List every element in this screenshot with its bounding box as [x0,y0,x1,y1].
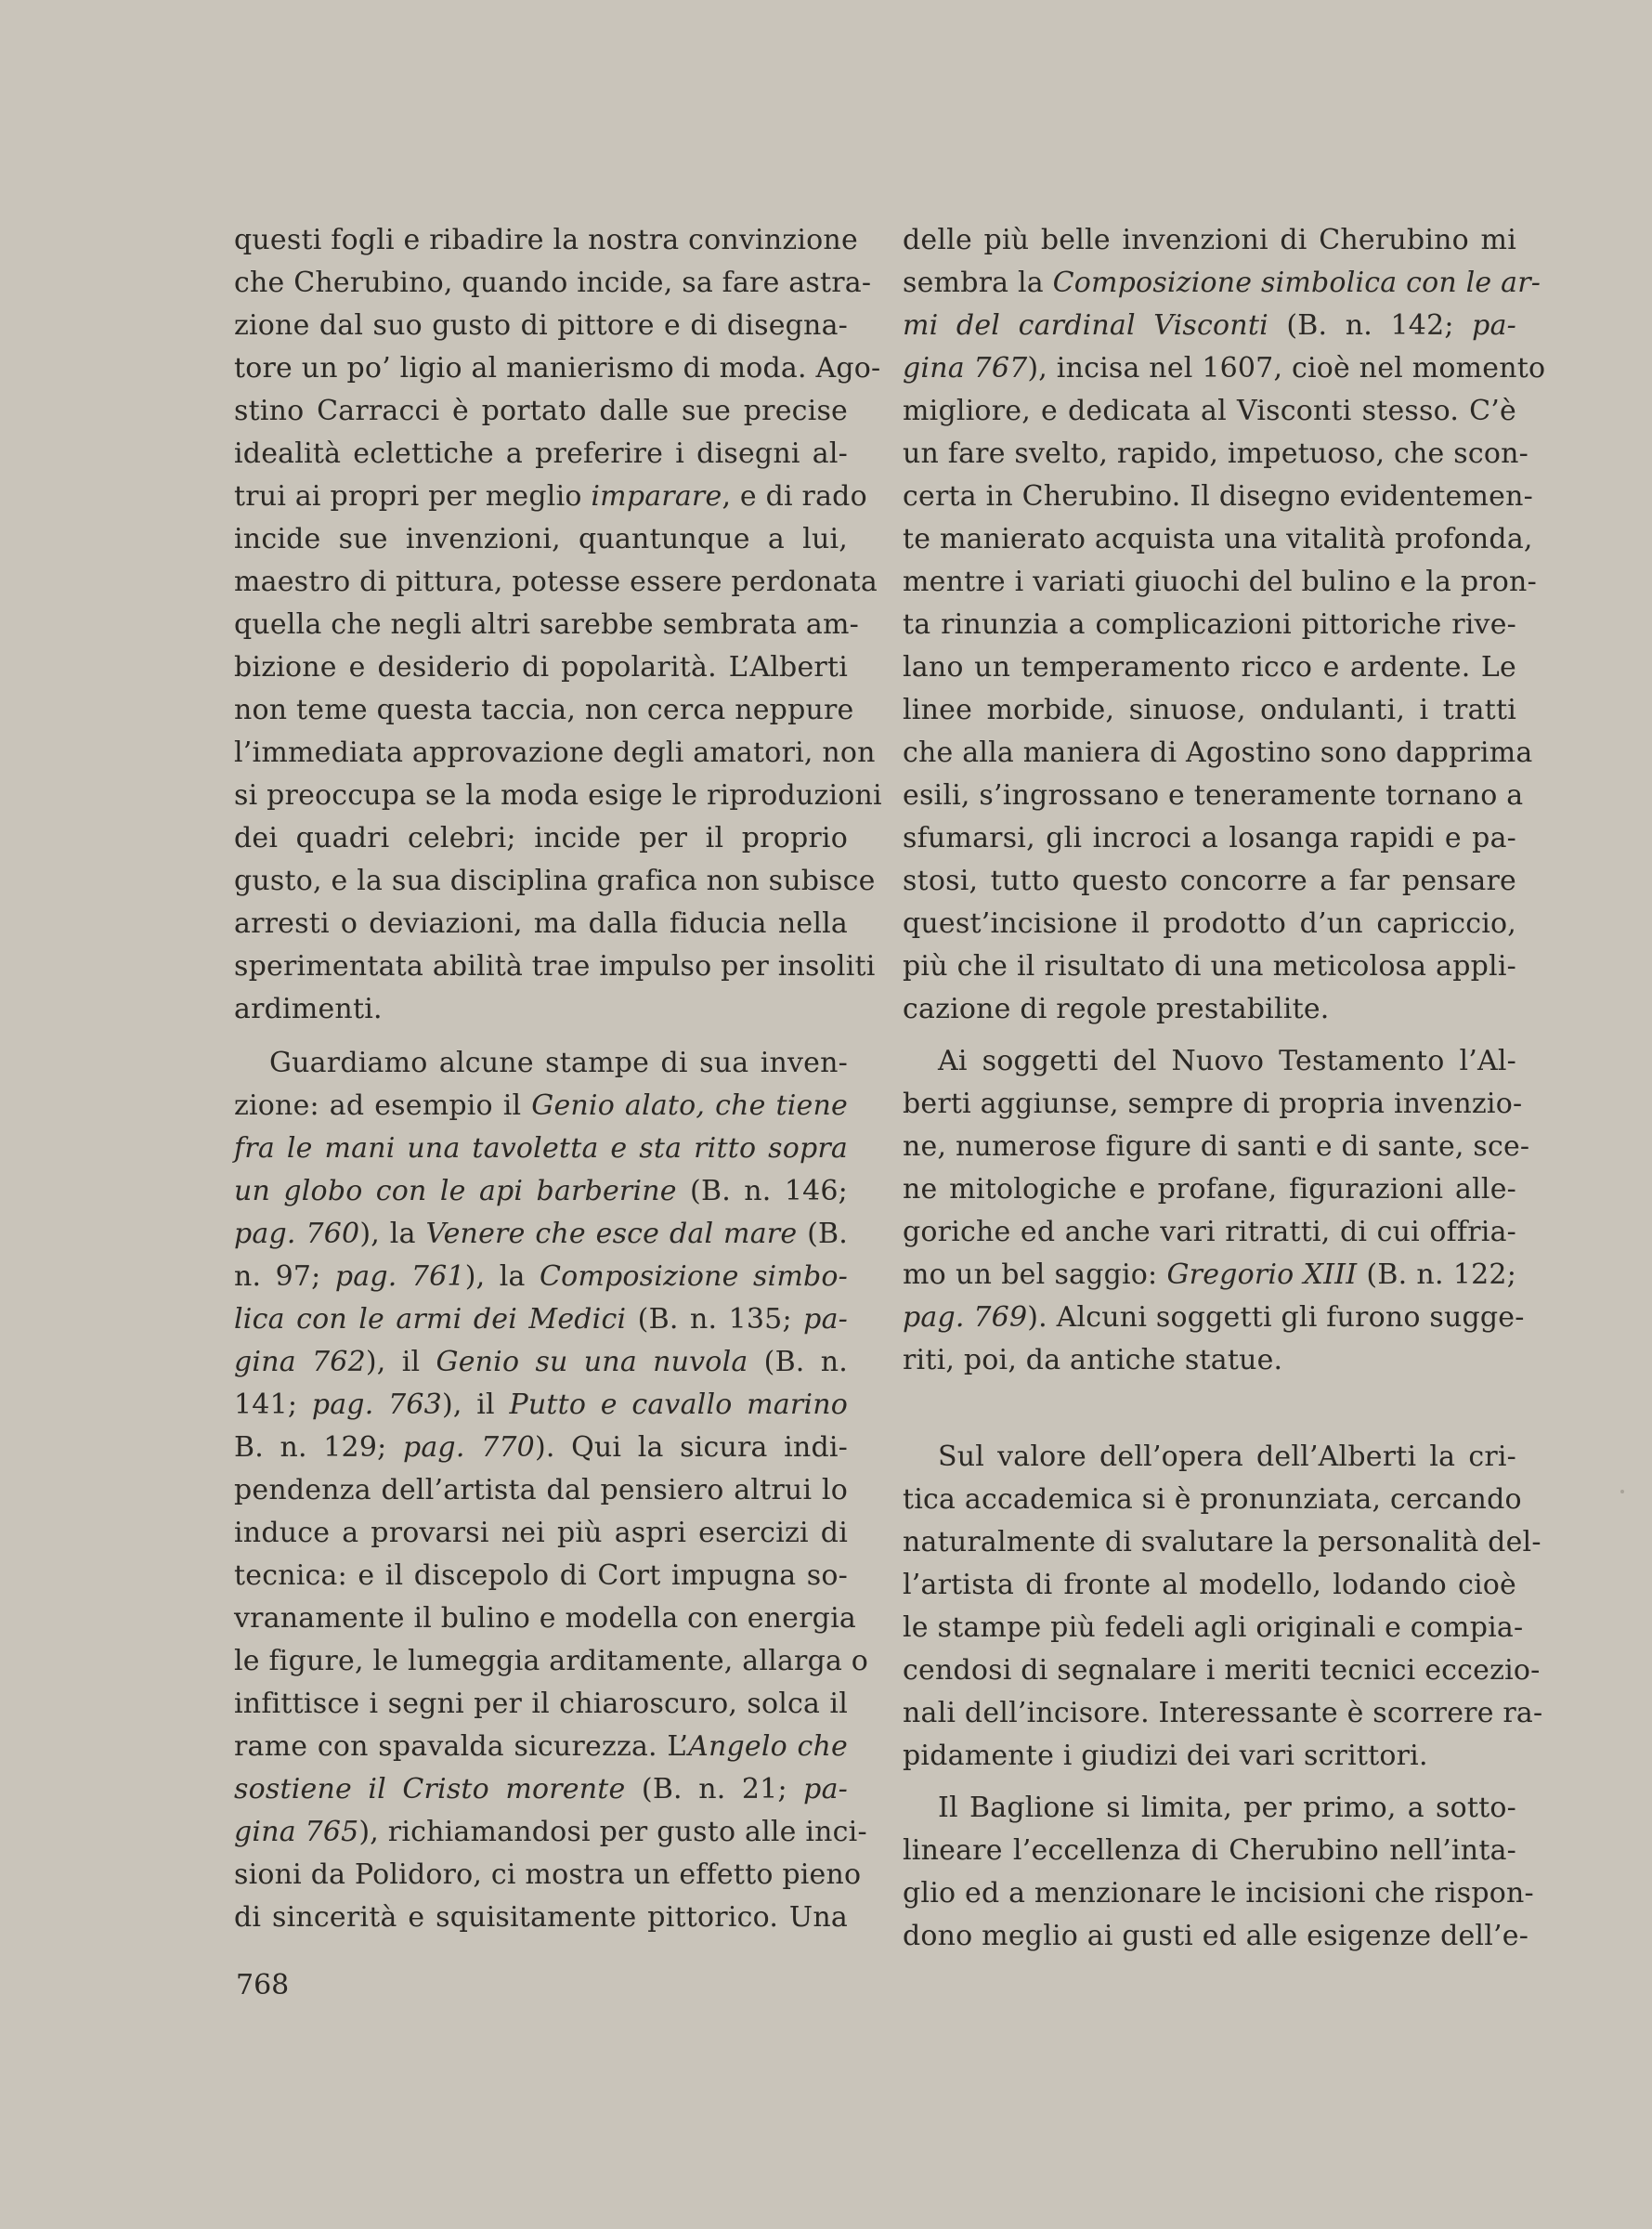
text-line [234,1726,848,1768]
text-line [903,219,1516,262]
text-run: zione: ad esempio il [234,1089,532,1122]
text-run: che alla maniera di Agostino sono dapprima [903,736,1533,769]
text-run: questi fogli e ribadire la nostra convinzione [234,224,858,256]
text-run: pendenza dell’artista dal pensiero altrui lo [234,1474,848,1506]
text-line [903,903,1516,945]
text-run: Il Baglione si limita, per primo, a sotto- [938,1792,1516,1824]
text-line [903,1564,1516,1607]
text-run: ), il [441,1388,510,1421]
text-run: mentre i variati giuochi del bulino e la pron- [903,566,1537,598]
text-run: le stampe più fedeli agli originali e compia- [903,1611,1524,1644]
text-line [903,262,1541,305]
text-line [903,1787,1516,1830]
text-line [234,1170,848,1213]
text-line [903,945,1516,988]
text-line [234,604,859,646]
text-line [903,1830,1516,1872]
italic-text: pag. 769 [903,1301,1028,1334]
text-line [234,1298,848,1341]
text-run: cendosi di segnalare i meriti tecnici eccezio- [903,1654,1541,1687]
text-line [234,262,872,305]
text-line [903,689,1516,732]
paper-speck [1620,1490,1624,1493]
italic-text: fra le mani una tavoletta e sta ritto sopra [234,1132,848,1165]
text-run: ). Qui la sicura indi- [534,1431,848,1464]
text-run: migliore, e dedicata al Visconti stesso. C’è [903,395,1516,427]
text-run: stino Carracci è portato dalle sue precise [234,395,848,427]
text-run: n. 97; [234,1260,335,1293]
text-line [903,1211,1516,1254]
text-run: gusto, e la sua disciplina grafica non subisce [234,865,876,897]
text-run: che Cherubino, quando incide, sa fare astra- [234,267,872,299]
text-line [903,604,1516,646]
italic-text: pag. 760 [234,1218,360,1250]
text-run: maestro di pittura, potesse essere perdonata [234,566,878,598]
text-line [903,1297,1525,1339]
text-run: induce a provarsi nei più aspri esercizi di [234,1517,848,1549]
text-line [903,1692,1543,1735]
text-line [234,1256,848,1298]
text-run: le figure, le lumeggia arditamente, allarga o [234,1645,869,1677]
text-run: sperimentata abilità trae impulso per insoliti [234,950,876,983]
italic-text: gina 762 [234,1346,366,1378]
text-run: ), richiamandosi per gusto alle inci- [358,1816,867,1848]
text-line [903,1607,1524,1649]
text-run: tica accademica si è pronunziata, cercando [903,1483,1522,1516]
text-line [234,1854,862,1897]
text-run: ), il [365,1346,436,1378]
text-line [234,1341,848,1384]
text-run: 141; [234,1388,312,1421]
text-line [234,1384,848,1427]
text-run: ). Alcuni soggetti gli furono sugge- [1027,1301,1525,1334]
text-run: (B. n. 142; [1268,309,1473,342]
text-line [234,1427,848,1469]
text-run: rame con spavalda sicurezza. L’ [234,1730,689,1763]
italic-text: Genio su una nuvola [436,1346,748,1378]
text-line [903,347,1546,390]
text-run: ne, numerose figure di santi e di sante, sce- [903,1130,1530,1163]
italic-text: Composizione simbolica con le ar- [1052,267,1541,299]
text-run: sioni da Polidoro, ci mostra un effetto pieno [234,1858,862,1891]
italic-text: pa- [1472,309,1516,342]
text-line [903,390,1516,433]
text-line [234,860,876,903]
text-line [903,1521,1541,1564]
text-line [234,1597,856,1640]
text-line [903,1872,1534,1915]
text-line [234,689,854,732]
text-run: ne mitologiche e profane, figurazioni alle- [903,1173,1516,1206]
text-line [903,817,1516,860]
text-line [234,347,881,390]
text-run: sembra la [903,267,1053,299]
text-run: idealità eclettiche a preferire i disegni al- [234,437,848,470]
italic-text: Putto e cavallo marino [509,1388,848,1421]
text-line [903,988,1516,1031]
right-column [903,219,1546,1958]
text-run: l’immediata approvazione degli amatori, non [234,736,876,769]
text-line [903,646,1516,689]
italic-text: un globo con le api barberine [234,1175,677,1207]
text-run: (B. n. 122; [1357,1258,1516,1291]
text-line [234,476,867,518]
text-run: ardimenti. [234,993,383,1025]
text-run: più che il risultato di una meticolosa appli- [903,950,1516,983]
text-line [234,1640,869,1683]
text-line [903,433,1528,476]
text-run: dei quadri celebri; incide per il proprio [234,822,848,854]
text-run: un fare svelto, rapido, impetuoso, che scon- [903,437,1528,470]
text-run: linee morbide, sinuose, ondulanti, i tratti [903,694,1516,726]
text-run: zione dal suo gusto di pittore e di disegna- [234,309,848,342]
text-run: quest’incisione il prodotto d’un capriccio, [903,907,1516,940]
text-run: di sincerità e squisitamente pittorico. Una [234,1901,848,1934]
text-line [903,1436,1516,1479]
italic-text: pa- [803,1303,848,1336]
italic-text: gina 767 [903,352,1028,385]
text-run: ), la [359,1218,426,1250]
text-line [234,646,848,689]
text-line [234,1683,848,1726]
text-line [903,476,1533,518]
text-line [234,1128,848,1170]
italic-text: gina 765 [234,1816,359,1848]
text-line [234,219,858,262]
text-line [234,1469,848,1512]
text-run: naturalmente di svalutare la personalità del- [903,1526,1541,1558]
text-line [903,1915,1529,1958]
text-line [903,1479,1522,1521]
text-run: pidamente i giudizi dei vari scrittori. [903,1740,1428,1772]
text-line [903,305,1516,347]
text-run: trui ai propri per meglio [234,480,592,513]
italic-text: Genio alato, che tiene [531,1089,848,1122]
text-run: certa in Cherubino. Il disegno evidentemen- [903,480,1533,513]
text-line [903,1040,1516,1083]
text-run: stosi, tutto questo concorre a far pensare [903,865,1516,897]
text-run: tore un po’ ligio al manierismo di moda. Ago- [234,352,881,385]
text-run: Guardiamo alcune stampe di sua inven- [269,1047,848,1079]
text-run: glio ed a menzionare le incisioni che rispon- [903,1877,1534,1910]
text-line [234,732,876,775]
text-line [234,1897,848,1939]
italic-text: pag. 763 [311,1388,442,1421]
text-line [234,1042,848,1085]
text-line [903,1339,1516,1382]
text-line [234,433,848,476]
text-run: vranamente il bulino e modella con energia [234,1602,856,1635]
text-run: sfumarsi, gli incroci a losanga rapidi e pa- [903,822,1516,854]
paragraph-gap [234,1031,848,1042]
text-run: ta rinunzia a complicazioni pittoriche rive- [903,608,1516,641]
text-line [234,817,848,860]
italic-text: lica con le armi dei Medici [234,1303,627,1336]
text-line [234,518,848,561]
left-column [234,219,882,1939]
text-run: arresti o deviazioni, ma dalla fiducia nella [234,907,848,940]
text-run: nali dell’incisore. Interessante è scorrere ra- [903,1697,1543,1729]
text-line [903,1254,1516,1297]
text-run: si preoccupa se la moda esige le riproduzioni [234,779,882,812]
text-run: (B. n. 146; [676,1175,848,1207]
text-line [903,1126,1530,1168]
text-run: l’artista di fronte al modello, lodando cioè [903,1569,1516,1601]
paragraph-gap [903,1778,1516,1787]
text-run: (B. n. 135; [626,1303,804,1336]
text-line [903,1083,1523,1126]
text-line [903,860,1516,903]
paragraph-gap [903,1382,1516,1436]
text-line [234,1085,848,1128]
text-run: mo un bel saggio: [903,1258,1167,1291]
text-line [903,732,1533,775]
text-run: Sul valore dell’opera dell’Alberti la cri- [938,1440,1516,1473]
italic-text: Venere che esce dal mare [425,1218,798,1250]
italic-text: pag. 761 [334,1260,465,1293]
text-run: B. n. 129; [234,1431,403,1464]
text-line [234,1512,848,1555]
text-run: ), la [464,1260,540,1293]
text-line [234,775,882,817]
text-line [234,561,878,604]
text-line [903,561,1537,604]
text-run: esili, s’ingrossano e teneramente tornano a [903,779,1524,812]
text-run: Ai soggetti del Nuovo Testamento l’Al- [938,1045,1516,1077]
text-run: ), incisa nel 1607, cioè nel momento [1027,352,1546,385]
text-run: berti aggiunse, sempre di propria invenzio- [903,1088,1523,1120]
page-number: 768 [236,1969,290,2001]
text-line [903,518,1533,561]
text-run: delle più belle invenzioni di Cherubino mi [903,224,1516,256]
text-run: non teme questa taccia, non cerca neppure [234,694,854,726]
text-run: lineare l’eccellenza di Cherubino nell’inta- [903,1834,1516,1867]
text-run: (B. [797,1218,849,1250]
text-line [903,775,1524,817]
text-line [234,1768,848,1811]
text-run: incide sue invenzioni, quantunque a lui, [234,523,848,555]
italic-text: Composizione simbo- [539,1260,849,1293]
text-line [903,1649,1541,1692]
text-line [903,1168,1516,1211]
italic-text: Gregorio XIII [1166,1258,1358,1291]
text-run: (B. n. [748,1346,849,1378]
text-run: (B. n. 21; [625,1773,804,1805]
text-line [234,945,876,988]
text-run: tecnica: e il discepolo di Cort impugna so- [234,1559,848,1592]
text-run: goriche ed anche vari ritratti, di cui offria- [903,1216,1516,1248]
text-line [234,390,848,433]
text-line [234,1555,848,1597]
text-run: dono meglio ai gusti ed alle esigenze dell’e- [903,1920,1529,1952]
italic-text: Angelo che [688,1730,849,1763]
text-run: , e di rado [722,480,867,513]
text-run: lano un temperamento ricco e ardente. Le [903,651,1516,684]
italic-text: imparare [591,480,722,513]
text-line [903,1735,1516,1778]
italic-text: pag. 770 [402,1431,535,1464]
text-run: quella che negli altri sarebbe sembrata am- [234,608,859,641]
text-run: riti, poi, da antiche statue. [903,1344,1283,1376]
italic-text: sostiene il Cristo morente [234,1773,626,1805]
text-line [234,903,848,945]
text-line [234,988,848,1031]
text-run: bizione e desiderio di popolarità. L’Alberti [234,651,848,684]
text-run: infittisce i segni per il chiaroscuro, solca il [234,1688,848,1720]
paragraph-gap [903,1031,1516,1040]
text-line [234,1811,867,1854]
text-run: te manierato acquista una vitalità profonda, [903,523,1533,555]
text-line [234,305,848,347]
italic-text: mi del cardinal Visconti [903,309,1268,342]
text-run: cazione di regole prestabilite. [903,993,1330,1025]
text-line [234,1213,848,1256]
italic-text: pa- [803,1773,848,1805]
